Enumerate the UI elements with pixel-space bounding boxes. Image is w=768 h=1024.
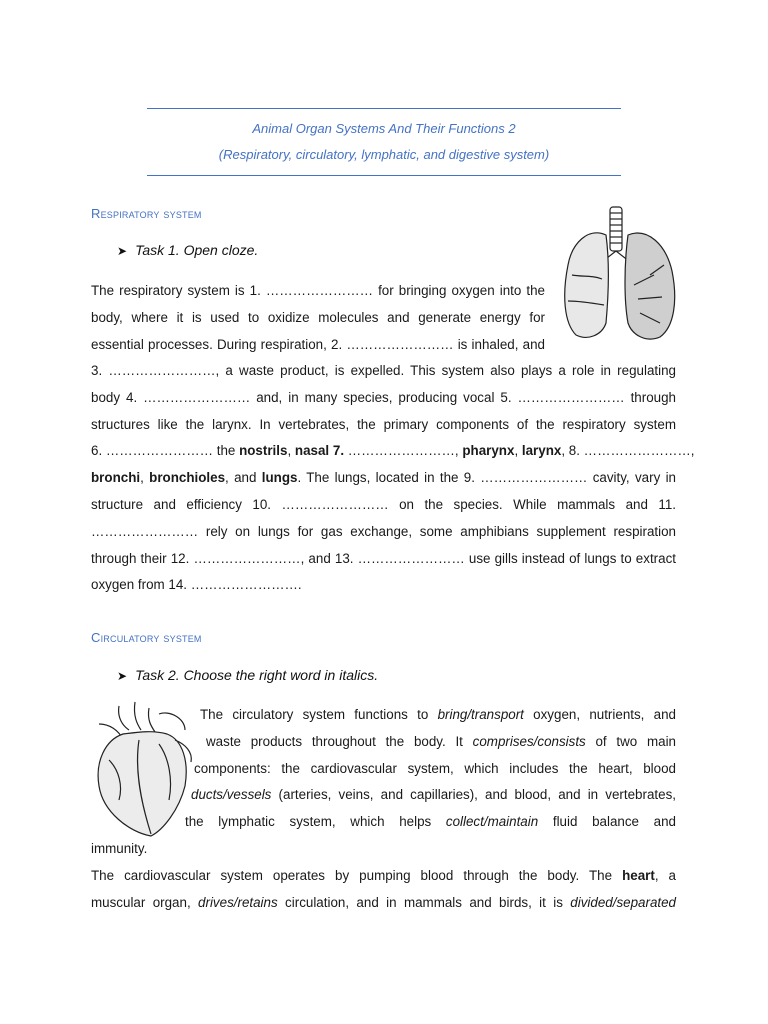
- paragraph-circulatory-body: [91, 836, 676, 916]
- text-line: components: the cardiovascular system, which includes the heart, blood: [194, 760, 676, 776]
- text-line: The circulatory system functions to bring/transport oxygen, nutrients, and: [200, 707, 676, 722]
- section-heading-respiratory: Respiratory system: [91, 206, 202, 221]
- text-line: ducts/vessels (arteries, veins, and capillaries), and blood, and in vertebrates,: [191, 787, 676, 803]
- arrow-bullet-icon: ➤: [117, 669, 128, 683]
- text-line: through their 12. ……………………, and 13. …………………… use gills instead of lungs to extract: [91, 550, 676, 566]
- text-line: oxygen from 14. …………………….: [91, 577, 302, 593]
- text-line: body 4. …………………… and, in many species, producing vocal 5. …………………… through: [91, 389, 676, 405]
- page-subtitle: (Respiratory, circulatory, lymphatic, and digestive system): [218, 147, 550, 162]
- heart-icon: [89, 700, 197, 840]
- text-line: bronchi, bronchioles, and lungs. The lungs, located in the 9. …………………… cavity, vary in: [91, 470, 676, 486]
- text-line: structures like the larynx. In vertebrates, the primary components of the respiratory system: [91, 416, 676, 432]
- text-line: muscular organ, drives/retains circulation, and in mammals and birds, it is divided/separated: [91, 894, 677, 910]
- section-heading-circulatory: Circulatory system: [91, 630, 202, 645]
- lungs-icon: [558, 205, 680, 343]
- text-line: waste products throughout the body. It comprises/consists of two main: [206, 733, 676, 749]
- task-2-text: Task 2. Choose the right word in italics.: [135, 667, 379, 683]
- task-2-label: [117, 667, 378, 683]
- top-rule: [147, 108, 621, 109]
- text-line: the lymphatic system, which helps collect/maintain fluid balance and: [185, 814, 676, 830]
- bottom-rule: [147, 175, 621, 176]
- text-line: body, where it is used to oxidize molecules and generate energy for: [91, 309, 545, 325]
- text-line: 3. ……………………, a waste product, is expelled. This system also plays a role in regulating: [91, 363, 676, 378]
- text-line: …………………… rely on lungs for gas exchange, some amphibians supplement respiration: [91, 523, 676, 539]
- text-line: The respiratory system is 1. …………………… for bringing oxygen into the: [91, 283, 545, 298]
- text-line: essential processes. During respiration, 2. …………………… is inhaled, and: [91, 336, 545, 352]
- page-title: Animal Organ Systems And Their Functions 2: [252, 121, 516, 136]
- paragraph-circulatory-wrap: [185, 702, 676, 836]
- text-line: immunity.: [91, 841, 148, 856]
- paragraph-respiratory-intro: [91, 278, 545, 358]
- text-line: The cardiovascular system operates by pumping blood through the body. The heart, a: [91, 867, 677, 883]
- arrow-bullet-icon: ➤: [117, 244, 128, 258]
- text-line: structure and efficiency 10. …………………… on the species. While mammals and 11.: [91, 496, 676, 512]
- text-line: 6. …………………… the nostrils, nasal 7. ……………………, pharynx, larynx, 8. ……………………,: [91, 443, 695, 459]
- task-1-text: Task 1. Open cloze.: [135, 242, 259, 258]
- paragraph-respiratory-body: [91, 358, 695, 599]
- task-1-label: [117, 242, 258, 258]
